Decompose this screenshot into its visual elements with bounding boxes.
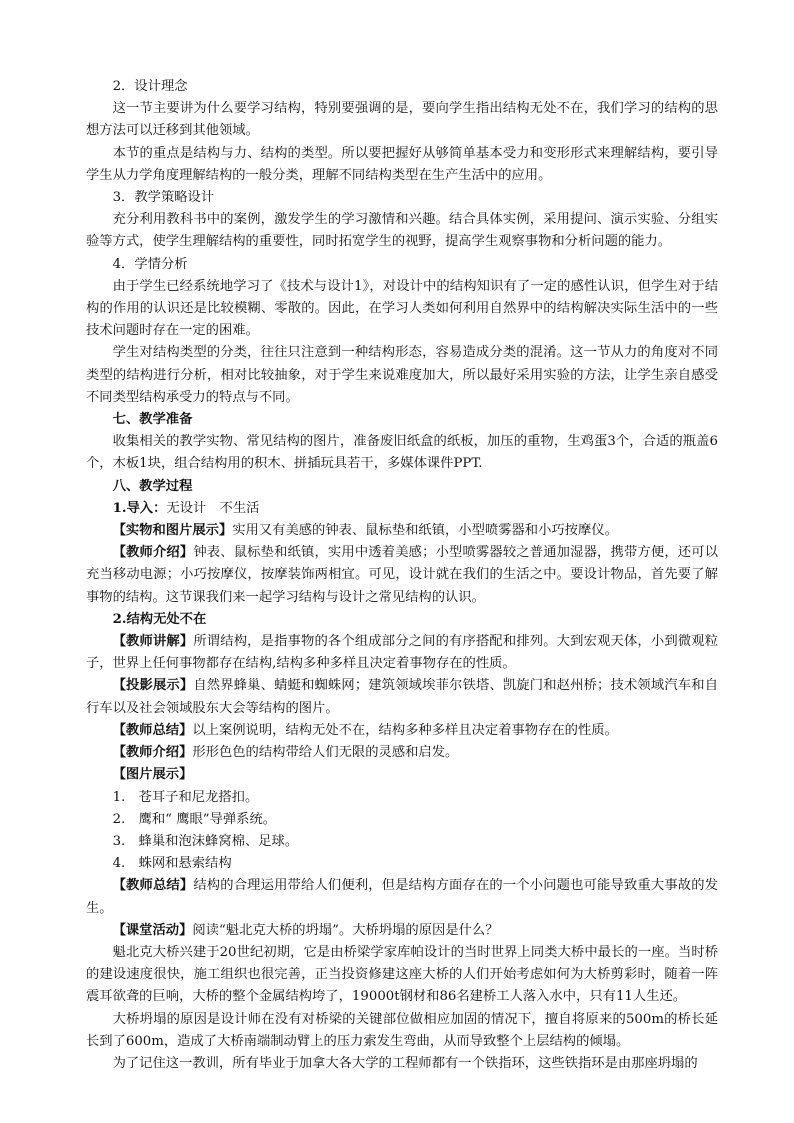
label-tag: 【教师总结】 (112, 878, 194, 894)
paragraph: 收集相关的教学实物、常见结构的图片，准备废旧纸盒的纸板，加压的重物，生鸡蛋3个，合适的瓶盖6个，木板1块，组合结构用的积木、拼插玩具若干，多媒体课件PPT. (86, 434, 718, 472)
paragraph: 由于学生已经系统地学习了《技术与设计1》，对设计中的结构知识有了一定的感性认识，但学生对于结构的作用的认识还是比较模糊、零散的。因此，在学习人类如何利用自然界中的结构解决实际生活中的一些技术问题时存在一定的困难。 (86, 278, 718, 339)
section-heading: 2.结构无处不在 (112, 611, 207, 627)
paragraph: 这一节主要讲为什么要学习结构，特别要强调的是，要向学生指出结构无处不在，我们学习的结构的思想方法可以迁移到其他领域。 (86, 101, 718, 139)
paragraph (86, 764, 718, 786)
chapter-heading: 八、教学过程 (112, 478, 193, 494)
chapter-heading: 七、教学准备 (112, 412, 193, 428)
paragraph (86, 920, 718, 942)
label-tag: 【教师总结】 (112, 722, 193, 738)
paragraph-text: 阅读“魁北克大桥的坍塌”。大桥坍塌的原因是什么？ (192, 922, 499, 938)
paragraph (86, 631, 718, 675)
section-heading: 3．教学策略设计 (112, 190, 215, 206)
paragraph-text: 结构的合理运用带给人们便利，但是结构方面存在的一个小问题也可能导致重大事故的发生。 (86, 878, 719, 916)
paragraph-text: 形形色色的结构带给人们无限的灵感和启发。 (192, 745, 459, 761)
list-item: 2. 鹰和“ 鹰眼”导弹系统。 (112, 811, 277, 827)
label-tag: 【教师介绍】 (112, 545, 194, 561)
paragraph: 魁北克大桥兴建于20世纪初期，它是由桥梁学家库帕设计的当时世界上同类大桥中最长的一座。当时桥的建设速度很快，施工组织也很完善，正当投资修建这座大桥的人们开始考虑如何为大桥剪彩时，随着一阵震耳欲聋的巨响，大桥的整个金属结构垮了，19000t钢材和86名建桥工人落入水中，只有11人生还。 (86, 944, 718, 1005)
list-item: 1. 苍耳子和尼龙搭扣。 (112, 789, 259, 805)
paragraph (86, 675, 718, 719)
list-item: 4. 蛛网和悬索结构 (112, 856, 232, 872)
paragraph (86, 720, 718, 742)
paragraph-text: 自然界蜂巢、蜻蜓和蜘蛛网；建筑领域埃菲尔铁塔、凯旋门和赵州桥；技术领域汽车和自行车以及社会领域股东大会等结构的图片。 (86, 678, 719, 716)
label-tag: 【投影展示】 (112, 678, 194, 694)
paragraph (86, 875, 718, 919)
paragraph-text: 无设计 不生活 (166, 500, 260, 516)
paragraph (86, 542, 718, 609)
paragraph (86, 498, 718, 520)
paragraph: 本节的重点是结构与力、结构的类型。所以要把握好从够简单基本受力和变形形式来理解结构，要引导学生从力学角度理解结构的一般分类，理解不同结构类型在生产生活中的应用。 (86, 145, 718, 183)
label-tag: 【实物和图片展示】 (112, 523, 233, 539)
paragraph (86, 742, 718, 764)
paragraph-text: 以上案例说明，结构无处不在，结构多种多样且决定着事物存在的性质。 (192, 722, 618, 738)
label-tag: 【教师讲解】 (112, 634, 194, 650)
document-page (86, 76, 718, 1075)
paragraph (86, 520, 718, 542)
paragraph: 充分利用教科书中的案例，激发学生的学习激情和兴趣。结合具体实例，采用提问、演示实验、分组实验等方式，使学生理解结构的重要性，同时拓宽学生的视野，提高学生观察事物和分析问题的能力。 (86, 212, 718, 250)
section-heading: 2．设计理念 (112, 79, 188, 94)
paragraph-text: 钟表、鼠标垫和纸镇，实用中透着美感；小型喷雾器较之普通加湿器，携带方便，还可以充当移动电源；小巧按摩仪，按摩装饰两相宜。可见，设计就在我们的生活之中。要设计物品，首先要了解事物的结构。这节课我们来一起学习结构与设计之常见结构的认识。 (86, 545, 719, 605)
list-item: 3. 蜂巢和泡沫蜂窝棉、足球。 (112, 833, 299, 849)
paragraph: 为了记住这一教训，所有毕业于加拿大各大学的工程师都有一个铁指环，这些铁指环是由那座坍塌的 (112, 1055, 698, 1071)
paragraph-text: 所谓结构，是指事物的各个组成部分之间的有序搭配和排列。大到宏观天体，小到微观粒子，世界上任何事物都存在结构,结构多种多样且决定着事物存在的性质。 (86, 634, 719, 672)
label-tag: 1.导入： (112, 500, 167, 516)
section-heading: 4．学情分析 (112, 256, 188, 272)
paragraph: 大桥坍塌的原因是设计师在没有对桥梁的关键部位做相应加固的情况下，擅自将原来的500m的桥长延长到了600m，造成了大桥南端制动臂上的压力索发生弯曲，从而导致整个上层结构的倾塌。 (86, 1011, 718, 1049)
paragraph-text: 实用又有美感的钟表、鼠标垫和纸镇，小型喷雾器和小巧按摩仪。 (232, 523, 618, 539)
paragraph: 学生对结构类型的分类，往往只注意到一种结构形态，容易造成分类的混淆。这一节从力的角度对不同类型的结构进行分析，相对比较抽象，对于学生来说难度加大，所以最好采用实验的方法，让学生亲自感受不同类型结构承受力的特点与不同。 (86, 345, 718, 405)
label-tag: 【图片展示】 (112, 767, 193, 783)
label-tag: 【课堂活动】 (112, 922, 193, 938)
label-tag: 【教师介绍】 (112, 745, 193, 761)
